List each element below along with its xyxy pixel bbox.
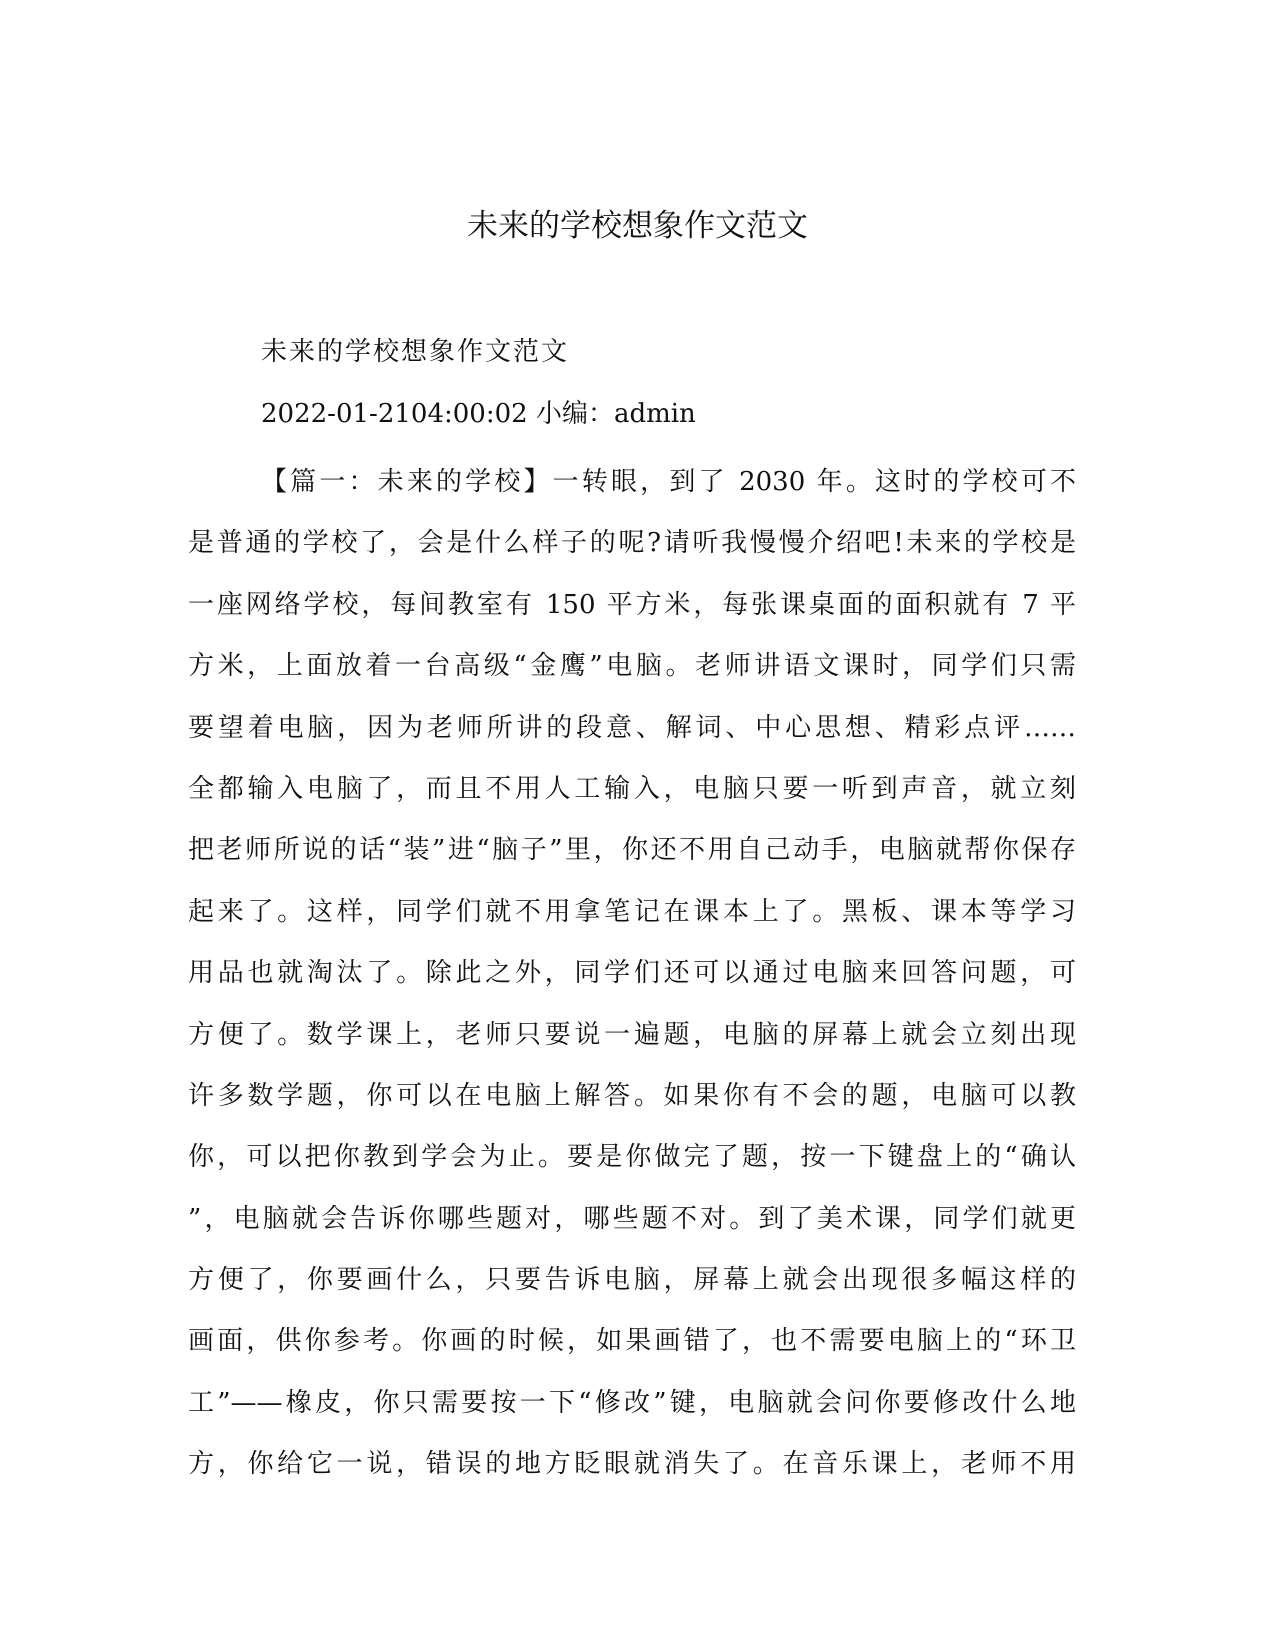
article-body	[188, 452, 1076, 1496]
body-line: ”，电脑就会告诉你哪些题对，哪些题不对。到了美术课，同学们就更	[188, 1203, 1076, 1234]
body-line: 一座网络学校，每间教室有 150 平方米，每张课桌面的面积就有 7 平	[188, 589, 1076, 620]
body-line: 把老师所说的话“装”进“脑子”里，你还不用自己动手，电脑就帮你保存	[188, 835, 1076, 866]
body-line: 起来了。这样，同学们就不用拿笔记在课本上了。黑板、课本等学习	[188, 896, 1076, 927]
body-line: 方便了。数学课上，老师只要说一遍题，电脑的屏幕上就会立刻出现	[188, 1019, 1076, 1050]
body-line: 工”——橡皮，你只需要按一下“修改”键，电脑就会问你要修改什么地	[188, 1387, 1076, 1418]
document-subtitle: 未来的学校想象作文范文	[261, 337, 570, 367]
body-line: 画面，供你参考。你画的时候，如果画错了，也不需要电脑上的“环卫	[188, 1326, 1076, 1357]
body-line: 是普通的学校了，会是什么样子的呢?请听我慢慢介绍吧!未来的学校是	[188, 528, 1076, 559]
body-line: 方米，上面放着一台高级“金鹰”电脑。老师讲语文课时，同学们只需	[188, 651, 1076, 682]
body-line: 全都输入电脑了，而且不用人工输入，电脑只要一听到声音，就立刻	[188, 773, 1076, 804]
body-line: 【篇一：未来的学校】一转眼，到了 2030 年。这时的学校可不	[261, 467, 1076, 497]
body-line: 用品也就淘汰了。除此之外，同学们还可以通过电脑来回答问题，可	[188, 958, 1076, 989]
body-line: 方，你给它一说，错误的地方眨眼就消失了。在音乐课上，老师不用	[188, 1449, 1076, 1480]
body-line: 你，可以把你教到学会为止。要是你做完了题，按一下键盘上的“确认	[188, 1142, 1076, 1173]
body-line: 方便了，你要画什么，只要告诉电脑，屏幕上就会出现很多幅这样的	[188, 1265, 1076, 1296]
publish-meta: 2022-01-2104:00:02 小编：admin	[261, 399, 696, 429]
document-title: 未来的学校想象作文范文	[467, 208, 808, 244]
body-line: 许多数学题，你可以在电脑上解答。如果你有不会的题，电脑可以教	[188, 1080, 1076, 1111]
body-line: 要望着电脑，因为老师所讲的段意、解词、中心思想、精彩点评……	[188, 712, 1076, 743]
